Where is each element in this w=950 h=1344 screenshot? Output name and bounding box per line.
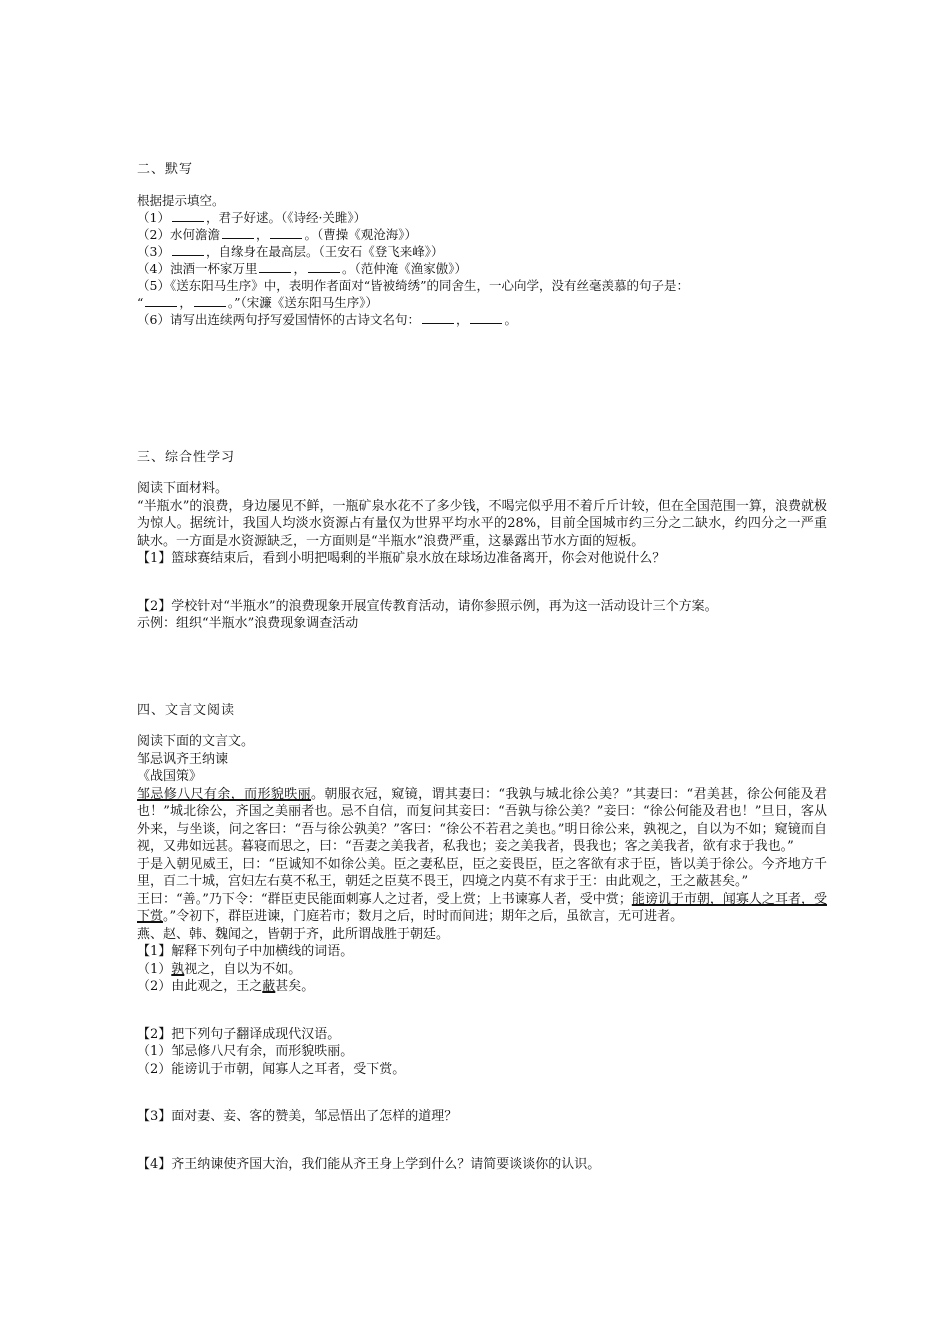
classical-paragraph-2: 于是入朝见威王，曰：“臣诚知不如徐公美。臣之妻私臣，臣之妾畏臣，臣之客欲有求于臣，皆以美于徐公。今齐地方千里，百二十城，宫妇左右莫不私王，朝廷之臣莫不畏王，四境之内莫不有求于王：由此观之，王之蔽甚矣。” [137,856,827,889]
fill-item-3-pre: （3） [137,244,170,259]
fill-item-2-pre: （2）水何澹澹 [137,227,220,242]
fill-item-1-post: ，君子好逑。（《诗经·关雎》） [205,210,367,225]
section-3-body [137,480,827,633]
fill-item-6-mid: ， [455,312,469,327]
fill-item-6 [137,311,827,328]
fill-item-6-pre: （6）请写出连续两句抒写爱国情怀的古诗文名句： [137,312,420,327]
fill-item-5: （5）《送东阳马生序》中，表明作者面对“皆被绮绣”的同舍生，一心向学，没有丝毫羡慕的句子是： [137,278,689,293]
question-2-item-1: （1）邹忌修八尺有余，而形貌昳丽。 [137,1044,354,1059]
q1-1-pre: （1） [137,961,172,977]
classical-paragraph-1 [137,786,827,856]
answer-blank[interactable] [172,210,204,222]
paragraph-1-text: 。朝服衣冠，窥镜，谓其妻曰：“我孰与城北徐公美？”其妻曰：“君美甚，徐公何能及君也！”城北徐公，齐国之美丽者也。忌不自信，而复问其妾曰：“吾孰与徐公美？”妾曰：“徐公何能及君也！”旦日，客从外来，与坐谈，问之客曰：“吾与徐公孰美？”客曰：“徐公不若君之美也。”明日徐公来，孰视之，自以为不如；窥镜而自视，又弗如远甚。暮寝而思之，曰：“吾妻之美我者，私我也；妾之美我者，畏我也；客之美我者，欲有求于我也。” [137,786,827,854]
underlined-word: 蔽 [262,979,276,994]
answer-blank[interactable] [145,295,177,307]
section-2-intro: 根据提示填空。 [137,193,225,208]
fill-item-5-post: 。”（宋濂《送东阳马生序》） [227,295,379,310]
underlined-sentence: 能谤讥于市朝，闻寡人之耳者，受下赏 [137,891,827,924]
answer-blank[interactable] [422,312,454,324]
fill-item-4 [137,260,827,277]
question-1-item-2 [137,978,827,996]
section-3-question-1: 【1】篮球赛结束后，看到小明把喝剩的半瓶矿泉水放在球场边准备离开，你会对他说什么？ [137,551,666,566]
classical-paragraph-4: 燕、赵、韩、魏闻之，皆朝于齐，此所谓战胜于朝廷。 [137,926,450,942]
answer-blank[interactable] [259,261,291,273]
section-4-question-3: 【3】面对妻、妾、客的赞美，邹忌悟出了怎样的道理？ [137,1109,458,1124]
paragraph-3-text-b: 。”令初下，群臣进谏，门庭若市；数月之后，时时而间进；期年之后，虽欲言，无可进者。 [163,909,684,924]
section-2-body [137,192,827,328]
fill-item-4-pre: （4）浊酒一杯家万里 [137,261,258,276]
fill-item-5-mid: ， [179,295,192,310]
paragraph-3-text-a: 王曰：“善。”乃下令：“群臣吏民能面刺寡人之过者，受上赏；上书谏寡人者，受中赏； [137,891,632,907]
answer-blank[interactable] [194,295,226,307]
classical-text-title: 邹忌讽齐王纳谏 [137,751,229,767]
answer-blank[interactable] [270,227,302,239]
section-4-question-4: 【4】齐王纳谏使齐国大治，我们能从齐王身上学到什么？请简要谈谈你的认识。 [137,1156,601,1172]
question-2-item-2: （2）能谤讥于市朝，闻寡人之耳者，受下赏。 [137,1061,406,1077]
classical-paragraph-3 [137,891,827,926]
fill-item-2 [137,226,827,243]
section-4-body [137,733,827,1173]
fill-item-1-pre: （1） [137,210,170,225]
fill-item-3-post: ，自缘身在最高层。（王安石《登飞来峰》） [205,244,444,259]
section-2-title: 二、默写 [137,162,194,177]
section-3-intro: 阅读下面材料。 [137,481,229,496]
section-4-question-2: 【2】把下列句子翻译成现代汉语。 [137,1026,341,1042]
question-1-item-1 [137,961,827,979]
q1-2-pre: （2）由此观之，王之 [137,979,263,994]
answer-blank[interactable] [222,227,254,239]
answer-blank[interactable] [308,261,340,273]
q1-2-post: 甚矣。 [275,979,315,994]
answer-blank[interactable] [470,312,502,324]
fill-item-4-post: 。（范仲淹《渔家傲》） [341,261,467,276]
fill-item-4-mid: ， [293,261,306,276]
fill-item-5-pre: “ [137,295,144,310]
section-4-title: 四、文言文阅读 [137,703,236,718]
section-4-intro: 阅读下面的文言文。 [137,734,255,749]
fill-item-1 [137,209,827,226]
fill-item-2-post: 。（曹操《观沧海》） [304,227,417,242]
classical-text-source: 《战国策》 [137,769,203,784]
section-4-question-1: 【1】解释下列句子中加横线的词语。 [137,944,354,959]
section-3-question-2: 【2】学校针对“半瓶水”的浪费现象开展宣传教育活动，请你参照示例，再为这一活动设计三个方案。 [137,598,718,614]
fill-item-5-answer [137,294,827,311]
fill-item-3 [137,243,827,260]
answer-blank[interactable] [172,244,204,256]
section-3-material: “半瓶水”的浪费，身边屡见不鲜，一瓶矿泉水花不了多少钱，不喝完似乎用不着斤斤计较，但在全国范围一算，浪费就极为惊人。据统计，我国人均淡水资源占有量仅为世界平均水平的28%，目前全国城市约三分之二缺水，约四分之一严重缺水。一方面是水资源缺乏，一方面则是“半瓶水”浪费严重，这暴露出节水方面的短板。 [137,498,827,549]
q1-1-post: 视之，自以为不如。 [184,961,302,977]
section-3-example: 示例：组织“半瓶水”浪费现象调查活动 [137,616,359,631]
fill-item-6-post: 。 [504,312,517,327]
fill-item-2-mid: ， [255,227,269,242]
section-3-title: 三、综合性学习 [137,450,236,465]
underlined-sentence: 邹忌修八尺有余，而形貌昳丽 [137,786,312,802]
underlined-word: 孰 [171,961,185,977]
